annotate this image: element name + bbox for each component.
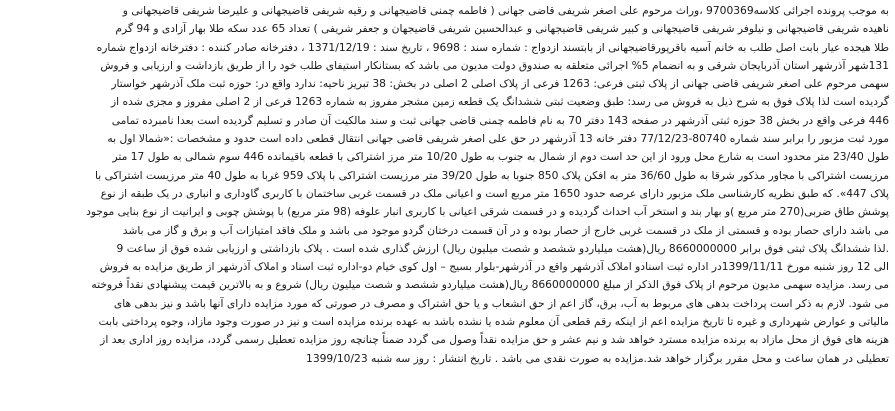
notice-line: .لذا ششدانگ پلاک ثبتی فوق برابر 8660000000 ریال(هشت میلیاردو ششصد و شصت میلیون ریال) ارزش گذاری شده است . پلاک بازداشتی و ارزیابی شده فوق از ساعت 9 bbox=[116, 241, 889, 255]
notice-line: پوشش طاق ضربی(270 متر مربع )و بهار بند و استخر آب احداث گردیده و در قسمت شرقی اعیانی با کاربری انبار علوفه (98 متر مربع) با پوشش چوبی و ایرانیت از نوع بنایی موجود bbox=[86, 205, 889, 219]
notice-line: 131شهر آذرشهر استان آذربایجان شرقی و به انضمام 5% اجرائی متعلقه به صندوق دولت مدیون می باشد که بستانکار استیفای طلب خود را از طریق بازداشت و ارزیابی و فروش bbox=[100, 58, 889, 72]
notice-line: مالیاتی و عوارض شهرداری و غیره تا تاریخ مزایده اعم از اینکه رقم قطعی آن معلوم شده یا نشده باشد به عهده برنده مزایده است و نیز در صورت وجود مازاد، وجوه پرداختی بابت bbox=[98, 315, 889, 329]
notice-line: طلا هیجده عیار بابت اصل طلب به خانم آسیه باقرپورقاضیجهانی از بابتسند ازدواج : شماره سند : 9698 ، تاریخ سند : 1371/12/19 ، دفترخانه صادر کننده : دفترخانه ازدواج شماره bbox=[96, 40, 889, 54]
notice-line: به موجب پرونده اجرائی کلاسه9700369 ،وراث مرحوم علی اصغر شریفی قاضی جهانی ( فاطمه چمنی قاضیجهانی و رقیه شریفی قاضیجهانی و علیرضا شریفی قاضیجهانی و bbox=[122, 4, 889, 17]
notice-line: طول 23/40 متر محدود است به شارع محل ورود از این حد است دوم از شمال به جنوب به طول 10/20 متر مرز اشتراکی با قطعه باقیمانده 446 سوم شمالی به طول 17 متر bbox=[112, 150, 889, 164]
notice-line: ناهیده شریفی قاضیجهانی و نیلوفر شریفی قاضیجهانی و کبیر شریفی قاضیجهانی و عبدالحسین شریفی قاضیجهان و جعفر شریفی ) تعداد 65 عدد سکه طلا بهار آزادی و 94 گرم bbox=[115, 22, 889, 36]
notice-line: 446 فرعی واقع در بخش 38 حوزه ثبتی آذرشهر در صفحه 143 دفتر 70 به نام فاطمه چمنی قاضی جهانی ثبت و سند مالکیت آن صادر و تسلیم گردیده است بعدا نامبرده تمامی bbox=[111, 113, 889, 127]
notice-line: هزینه های فوق از محل مازاد به برنده مزایده مسترد خواهد شد و نیم عشر و حق مزایده نقداً وصول می گردد ضمناً چنانچه روز مزایده تعطیل رسمی گردد، مزایده روز اداری بعد از bbox=[100, 333, 889, 347]
notice-line: سهمی مرحوم علی اصغر شریفی قاضی جهانی از پلاک ثبتی فرعی: 1263 فرعی از پلاک اصلی 2 اصلی در بخش: 38 تبریز ناحیه: ندارد واقع در: حوزه ثبت ملک آذرشهر خواستار bbox=[111, 77, 889, 91]
notice-line: پلاک 447». که طبق نظریه کارشناسی ملک مزبور دارای عرصه حدود 1650 متر مربع است و اعیانی ملک در قسمت غربی ساختمان با کاربری گاوداری و انباری در یک طبقه از نوع bbox=[100, 186, 889, 200]
notice-line: گردیده است لذا پلاک فوق به شرح ذیل به فروش می رسد: طبق وضعیت ثبتی ششدانگ یک قطعه زمین مشجر مفروز به شماره 1263 فرعی از 2 اصلی مفروز و مجزی شده از bbox=[110, 95, 889, 109]
notice-line: می شود. لازم به ذکر است پرداخت بدهی های مربوط به آب، برق، گاز اعم از حق انشعاب و یا حق اشتراک و مصرف در صورتی که مورد مزایده دارای آنها باشد و نیز بدهی های bbox=[113, 296, 889, 310]
notice-line: می رسد. مزایده سهمی مدیون مرحوم از پلاک فوق الذکر از مبلغ 8660000000 ریال(هشت میلیاردو ششصد و شصت میلیون ریال) شروع و به بالاترین قیمت پیشنهادی نقداً فروخته bbox=[91, 278, 889, 292]
notice-line: مورد ثبت مزبور را برابر سند شماره 80740-77/12/23 دفتر خانه 13 آذرشهر در حق علی اصغر شریفی قاضی جهانی انتقال قطعی داده است حدود و مشخصات :«شمالا اول به bbox=[107, 132, 889, 146]
notice-line: الی 12 روز شنبه مورخ 1399/11/11در اداره ثبت اسنادو املاک آذرشهر واقع در آذرشهر-بلوار بسیج – اول کوی خیام دو-اداره ثبت اسناد و املاک آذرشهر از طریق مزایده به فروش bbox=[99, 260, 889, 274]
notice-line: تعطیلی در همان ساعت و محل مقرر برگزار خواهد شد.مزایده به صورت نقدی می باشد . تاریخ انتشار : روز سه شنبه 1399/10/23 bbox=[306, 351, 889, 365]
notice-line: می باشد دارای حصار بوده و قسمتی از ملک در قسمت غربی خارج از حصار بوده و در آن قسمت درختان گردو موجود می باشد و ملک فاقد امتیازات آب و برق و گاز می باشد bbox=[122, 223, 889, 237]
notice-line: مرزیست اشتراکی با مجاور مذکور شرقا به طول 36/60 متر به افکن پلاک 850 جنوبا به طول 39/20 متر مرزیست اشتراکی با پلاک 959 غربا به طول 40 متر مرزیست اشتراکی با bbox=[95, 168, 889, 182]
